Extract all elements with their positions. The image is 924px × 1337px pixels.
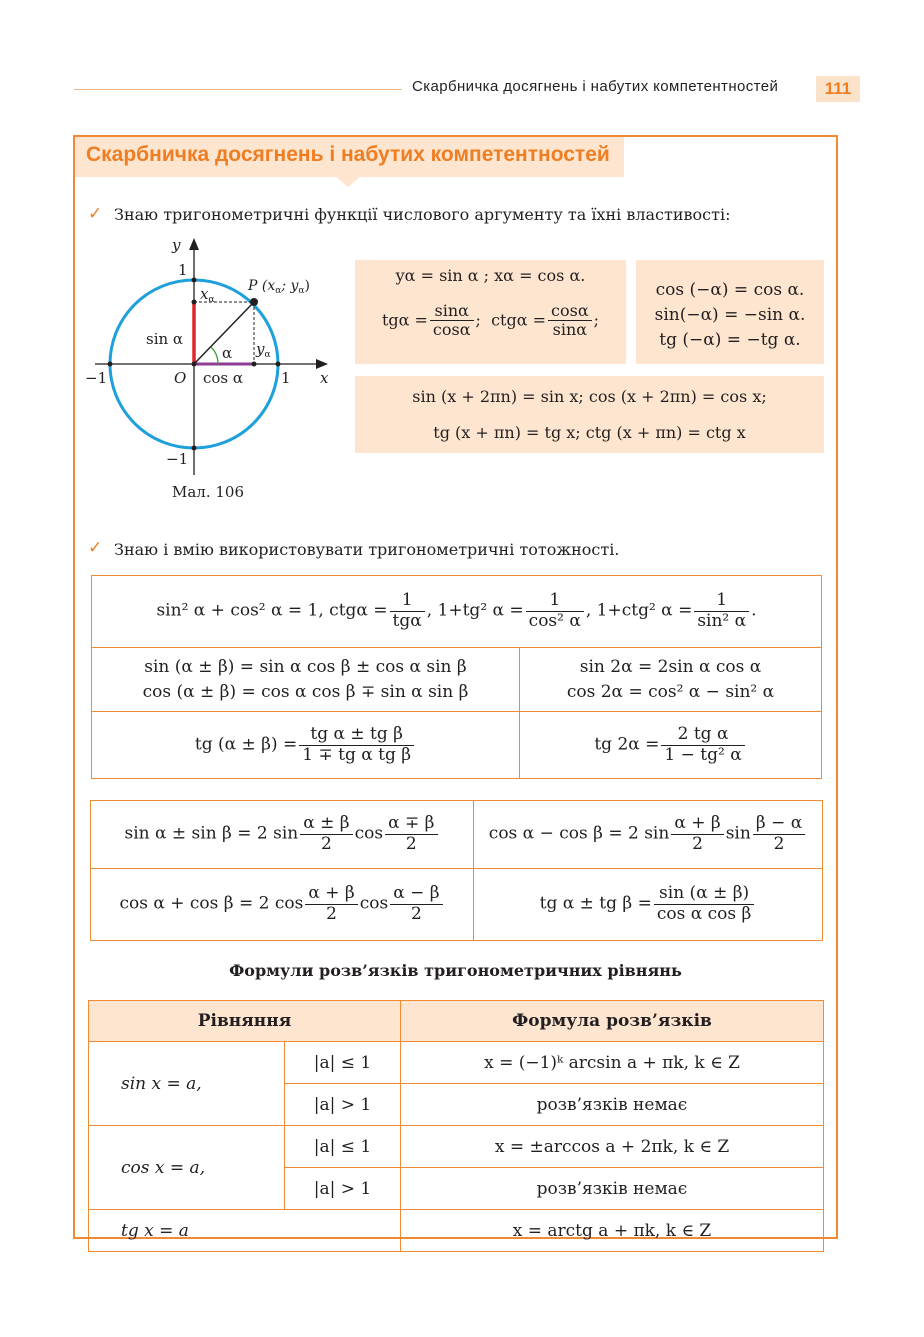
sum-to-product-table — [90, 800, 823, 941]
tg-equation: tg x = a — [89, 1210, 401, 1252]
addition-formulas — [92, 648, 520, 712]
solutions-table — [88, 1000, 824, 1252]
identities-table — [91, 575, 822, 779]
point-sin — [192, 300, 197, 305]
parity-tg: tg (−α) = −tg α. — [659, 330, 801, 350]
running-title: Скарбничка досягнень і набутих компетентностей — [412, 78, 779, 95]
y-alpha-label: $y_\alpha$ — [256, 340, 271, 360]
periodicity-tg-ctg: tg (x + πn) = tg x; ctg (x + πn) = ctg x — [433, 423, 746, 442]
point-right — [276, 362, 281, 367]
bullet-text-identities: Знаю і вмію використовувати тригонометричні тотожності. — [114, 540, 620, 559]
col-formula-header: Формула розв’язків — [401, 1001, 824, 1042]
bullet-text-functions: Знаю тригонометричні функції числового аргументу та їхні властивості: — [114, 205, 731, 224]
sin-condition-le: |a| ≤ 1 — [285, 1042, 401, 1084]
x-axis-arrow-icon — [316, 359, 328, 369]
sum-cos: cos (α ± β) = cos α cos β ∓ sin α sin β — [142, 681, 469, 702]
sin-solution: x = (−1)ᵏ arcsin a + πk, k ∈ Z — [401, 1042, 824, 1084]
definition-line: yα = sin α ; xα = cos α. — [395, 266, 586, 285]
ctg-lhs: ctgα = — [491, 310, 547, 330]
tg-double-formula: tg 2α = $\frac{\text{2 tg α}}{\text{1 − tg² α}}$ — [520, 712, 822, 779]
alpha-label: α — [222, 344, 233, 362]
page-number: 111 — [816, 76, 860, 102]
point-top — [192, 278, 197, 283]
tick-minus-one-left: −1 — [85, 369, 108, 387]
sin-label: sin α — [146, 330, 184, 348]
tg-sum-product-formula: tg α ± tg β = $\frac{\sin (\alpha \pm \beta)}{\text{cos α cos β}}$ — [474, 869, 823, 941]
sin-condition-gt: |a| > 1 — [285, 1084, 401, 1126]
figure-caption: Мал. 106 — [172, 483, 244, 501]
point-p — [250, 298, 258, 306]
double-angle-formulas — [520, 648, 822, 712]
ctg-fraction: $\frac{\cos\alpha}{\sin\alpha}$ — [548, 302, 592, 340]
double-sin: sin 2α = 2sin α cos α — [579, 656, 762, 677]
unit-circle-figure — [80, 230, 350, 510]
tick-one-right: 1 — [281, 369, 291, 387]
sin-equation: sin x = a, — [89, 1042, 285, 1126]
cos-label: cos α — [203, 369, 244, 387]
sum-sin: sin (α ± β) = sin α cos β ± cos α sin β — [144, 656, 467, 677]
tg-ctg-definitions: tgα = $\frac{\sin\alpha}{\cos\alpha}$ ; ctgα = $\frac{\cos\alpha}{\sin\alpha}$ ; — [381, 301, 600, 340]
section-title: Скарбничка досягнень і набутих компетентностей — [86, 143, 610, 166]
tg-solution: x = arctg a + πk, k ∈ Z — [401, 1210, 824, 1252]
x-alpha-label: $x_\alpha$ — [200, 285, 215, 305]
section-title-notch — [336, 177, 360, 187]
cos-condition-le: |a| ≤ 1 — [285, 1126, 401, 1168]
angle-arc — [211, 347, 218, 364]
header-rule — [74, 89, 402, 90]
sin-no-solution: розв’язків немає — [401, 1084, 824, 1126]
cos-solution: x = ±arccos a + 2πk, k ∈ Z — [401, 1126, 824, 1168]
tg-lhs: tgα = — [381, 310, 428, 330]
point-p-label: P ($x_\alpha$; $y_\alpha$) — [248, 278, 310, 296]
double-cos: cos 2α = cos² α − sin² α — [566, 681, 775, 702]
solutions-title: Формули розв’язків тригонометричних рівнянь — [229, 961, 682, 980]
parity-sin: sin(−α) = −sin α. — [654, 305, 806, 325]
point-cos — [252, 362, 257, 367]
x-axis-label: x — [320, 369, 329, 387]
col-equation-header: Рівняння — [89, 1001, 401, 1042]
tg-sum-formula: tg (α ± β) = $\frac{\text{tg α ± tg β}}{\text{1 ∓ tg α tg β}}$ — [92, 712, 520, 779]
cos-no-solution: розв’язків немає — [401, 1168, 824, 1210]
y-axis-arrow-icon — [189, 238, 199, 250]
origin-label: O — [174, 369, 187, 387]
periodicity-sin-cos: sin (x + 2πn) = sin x; cos (x + 2πn) = cos x; — [412, 387, 767, 406]
check-icon: ✓ — [88, 538, 103, 558]
check-icon: ✓ — [88, 204, 103, 224]
tick-minus-one-bottom: −1 — [166, 450, 189, 468]
sin-sum-formula: sin α ± sin β = 2 sin $\frac{\alpha \pm \beta}{2}$ cos $\frac{\alpha \mp \beta}{2}$ — [91, 801, 474, 869]
cos-condition-gt: |a| > 1 — [285, 1168, 401, 1210]
point-bottom — [192, 446, 197, 451]
tick-one-top: 1 — [178, 261, 188, 279]
y-axis-label: y — [172, 236, 181, 254]
point-origin — [192, 362, 197, 367]
cos-equation: cos x = a, — [89, 1126, 285, 1210]
point-left — [108, 362, 113, 367]
cos-diff-formula: cos α − cos β = 2 sin $\frac{\alpha + \beta}{2}$ sin $\frac{\beta - \alpha}{2}$ — [474, 801, 823, 869]
parity-cos: cos (−α) = cos α. — [655, 280, 805, 300]
cos-sum-formula: cos α + cos β = 2 cos $\frac{\alpha + \beta}{2}$ cos $\frac{\alpha - \beta}{2}$ — [91, 869, 474, 941]
pythagorean-row: sin² α + cos² α = 1, ctgα = $\frac{1}{\text{tgα}}$ , 1+tg² α = $\frac{1}{\text{cos² α}}$ , 1+ctg² α = $\frac{1}{\text{sin² α}}$ . — [92, 576, 822, 648]
tg-fraction: $\frac{\sin\alpha}{\cos\alpha}$ — [430, 302, 474, 340]
